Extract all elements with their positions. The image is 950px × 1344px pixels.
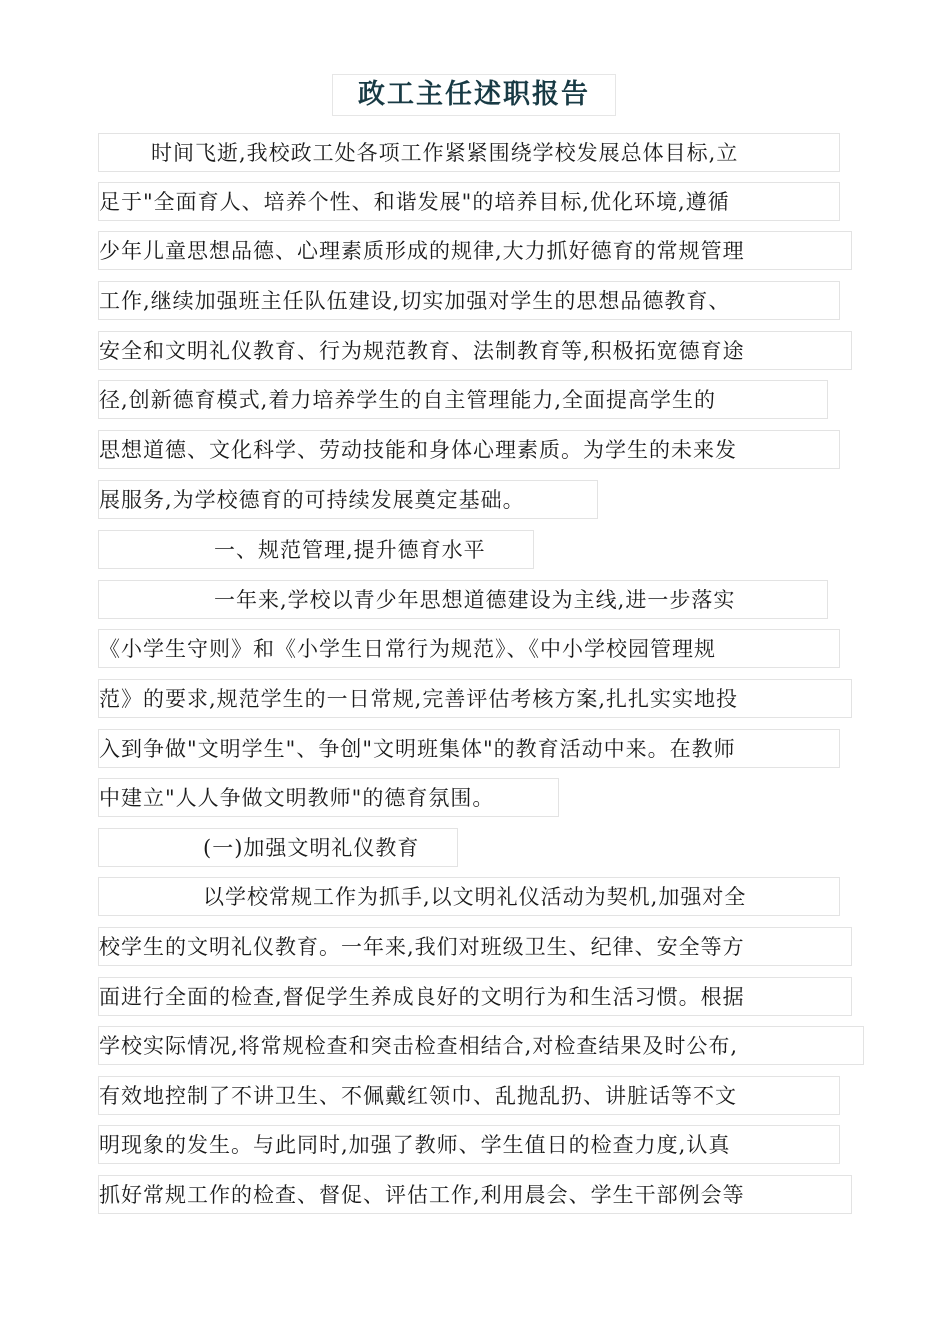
- text-line: 思想道德、文化科学、劳动技能和身体心理素质。为学生的未来发: [98, 430, 840, 469]
- text-line: 径,创新德育模式,着力培养学生的自主管理能力,全面提高学生的: [98, 380, 828, 419]
- text-line: 足于"全面育人、培养个性、和谐发展"的培养目标,优化环境,遵循: [98, 182, 840, 221]
- text-line: 一年来,学校以青少年思想道德建设为主线,进一步落实: [98, 580, 828, 619]
- text-line: 展服务,为学校德育的可持续发展奠定基础。: [98, 480, 598, 519]
- text-line: 《小学生守则》和《小学生日常行为规范》、《中小学校园管理规: [98, 629, 840, 668]
- text-line: 入到争做"文明学生"、争创"文明班集体"的教育活动中来。在教师: [98, 729, 840, 768]
- text-line: 以学校常规工作为抓手,以文明礼仪活动为契机,加强对全: [98, 877, 840, 916]
- text-line: 安全和文明礼仪教育、行为规范教育、法制教育等,积极拓宽德育途: [98, 331, 852, 370]
- subsection-heading: (一)加强文明礼仪教育: [98, 828, 458, 867]
- text-line: 少年儿童思想品德、心理素质形成的规律,大力抓好德育的常规管理: [98, 231, 852, 270]
- text-line: 范》的要求,规范学生的一日常规,完善评估考核方案,扎扎实实地投: [98, 679, 852, 718]
- text-line: 工作,继续加强班主任队伍建设,切实加强对学生的思想品德教育、: [98, 281, 840, 320]
- document-title: 政工主任述职报告: [332, 74, 616, 116]
- section-heading: 一、规范管理,提升德育水平: [98, 530, 534, 569]
- text-line: 校学生的文明礼仪教育。一年来,我们对班级卫生、纪律、安全等方: [98, 927, 852, 966]
- text-line: 明现象的发生。与此同时,加强了教师、学生值日的检查力度,认真: [98, 1125, 840, 1164]
- text-line: 学校实际情况,将常规检查和突击检查相结合,对检查结果及时公布,: [98, 1026, 864, 1065]
- text-line: 中建立"人人争做文明教师"的德育氛围。: [98, 778, 559, 817]
- text-line: 有效地控制了不讲卫生、不佩戴红领巾、乱抛乱扔、讲脏话等不文: [98, 1076, 840, 1115]
- text-line: 面进行全面的检查,督促学生养成良好的文明行为和生活习惯。根据: [98, 977, 852, 1016]
- text-line: 抓好常规工作的检查、督促、评估工作,利用晨会、学生干部例会等: [98, 1175, 852, 1214]
- text-line: 时间飞逝,我校政工处各项工作紧紧围绕学校发展总体目标,立: [98, 133, 840, 172]
